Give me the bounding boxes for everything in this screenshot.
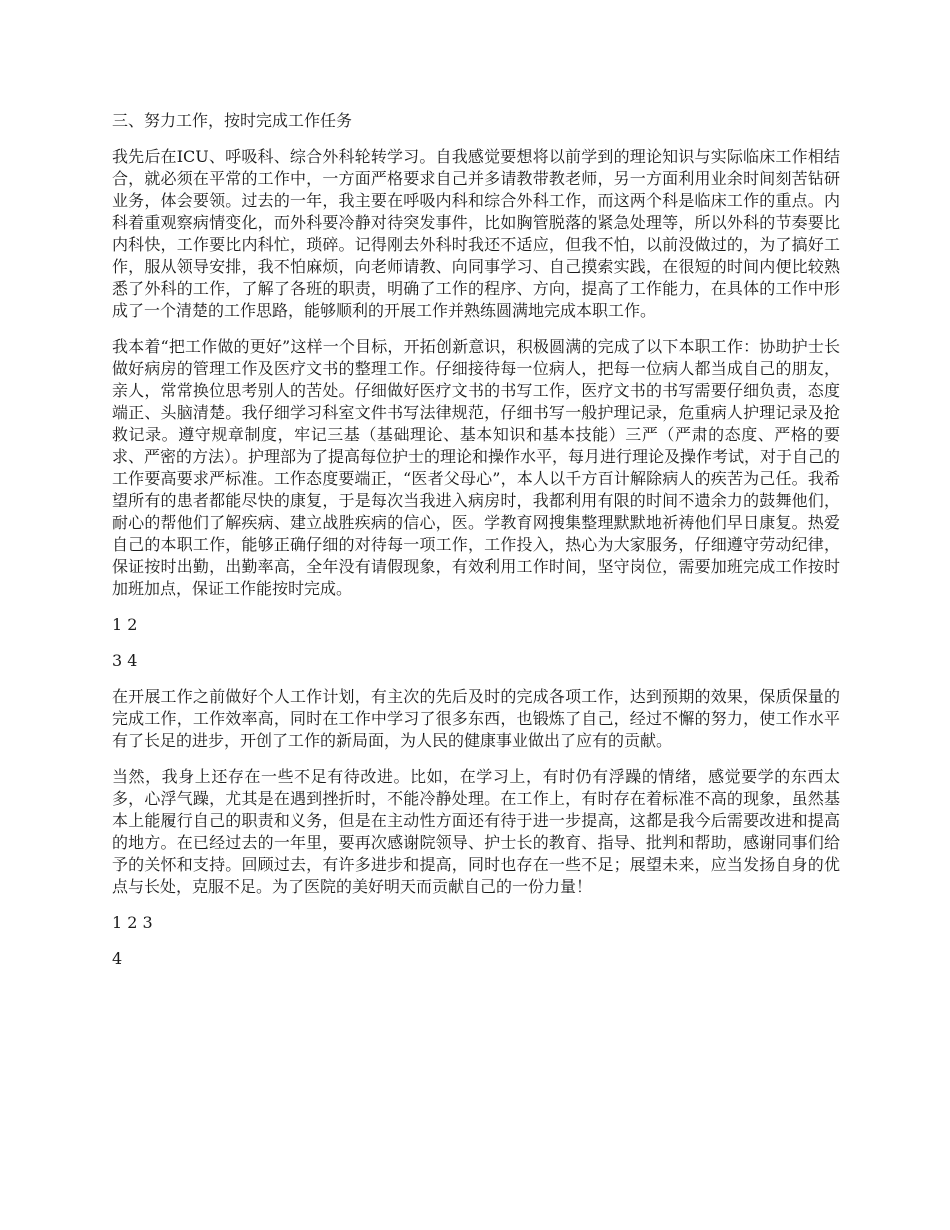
- paragraph-work-plan: 在开展工作之前做好个人工作计划，有主次的先后及时的完成各项工作，达到预期的效果，保质保量的完成工作，工作效率高，同时在工作中学习了很多东西，也锻炼了自己，经过不懈的努力，使工作水平有了长足的进步，开创了工作的新局面，为人民的健康事业做出了应有的贡献。: [112, 687, 840, 750]
- document-page: [112, 110, 840, 984]
- paragraph-shortcomings: 当然，我身上还存在一些不足有待改进。比如，在学习上，有时仍有浮躁的情绪，感觉要学的东西太多，心浮气躁，尤其是在遇到挫折时，不能冷静处理。在工作上，有时存在着标准不高的现象，虽然基本上能履行自己的职责和义务，但是在主动性方面还有待于进一步提高，这都是我今后需要改进和提高的地方。在已经过去的一年里，要再次感谢院领导、护士长的教育、指导、批判和帮助，感谢同事们给予的关怀和支持。回顾过去，有许多进步和提高，同时也存在一些不足；展望未来，应当发扬自身的优点与长处，克服不足。为了医院的美好明天而贡献自己的一份力量！: [112, 767, 840, 896]
- number-line: 1 2 3: [112, 913, 153, 932]
- paragraph-duties: 我本着“把工作做的更好”这样一个目标，开拓创新意识，积极圆满的完成了以下本职工作：协助护士长做好病房的管理工作及医疗文书的整理工作。仔细接待每一位病人，把每一位病人都当成自己的朋友，亲人，常常换位思考别人的苦处。仔细做好医疗文书的书写工作，医疗文书的书写需要仔细负责，态度端正、头脑清楚。我仔细学习科室文件书写法律规范，仔细书写一般护理记录，危重病人护理记录及抢救记录。遵守规章制度，牢记三基（基础理论、基本知识和基本技能）三严（严肃的态度、严格的要求、严密的方法）。护理部为了提高每位护士的理论和操作水平，每月进行理论及操作考试，对于自己的工作要高要求严标准。工作态度要端正，“医者父母心”，本人以千方百计解除病人的疾苦为己任。我希望所有的患者都能尽快的康复，于是每次当我进入病房时，我都利用有限的时间不遗余力的鼓舞他们，耐心的帮他们了解疾病、建立战胜疾病的信心，医。学教育网搜集整理默默地祈祷他们早日康复。热爱自己的本职工作，能够正确仔细的对待每一项工作，工作投入，热心为大家服务，仔细遵守劳动纪律，保证按时出勤，出勤率高，全年没有请假现象，有效利用工作时间，坚守岗位，需要加班完成工作按时加班加点，保证工作能按时完成。: [112, 337, 841, 598]
- number-line: 3 4: [112, 651, 138, 670]
- paragraph-rotation-study: 我先后在ICU、呼吸科、综合外科轮转学习。自我感觉要想将以前学到的理论知识与实际临床工作相结合，就必须在平常的工作中，一方面严格要求自己并多请教带教老师，另一方面利用业余时间刻苦钻研业务，体会要领。过去的一年，我主要在呼吸内科和综合外科工作，而这两个科是临床工作的重点。内科着重观察病情变化，而外科要冷静对待突发事件，比如胸管脱落的紧急处理等，所以外科的节奏要比内科快，工作要比内科忙，琐碎。记得刚去外科时我还不适应，但我不怕，以前没做过的，为了搞好工作，服从领导安排，我不怕麻烦，向老师请教、向同事学习、自己摸索实践，在很短的时间内便比较熟悉了外科的工作，了解了各班的职责，明确了工作的程序、方向，提高了工作能力，在具体的工作中形成了一个清楚的工作思路，能够顺利的开展工作并熟练圆满地完成本职工作。: [112, 147, 840, 320]
- section-heading: 三、努力工作，按时完成工作任务: [112, 111, 353, 130]
- number-line: 1 2: [112, 615, 138, 634]
- number-line: 4: [112, 949, 123, 968]
